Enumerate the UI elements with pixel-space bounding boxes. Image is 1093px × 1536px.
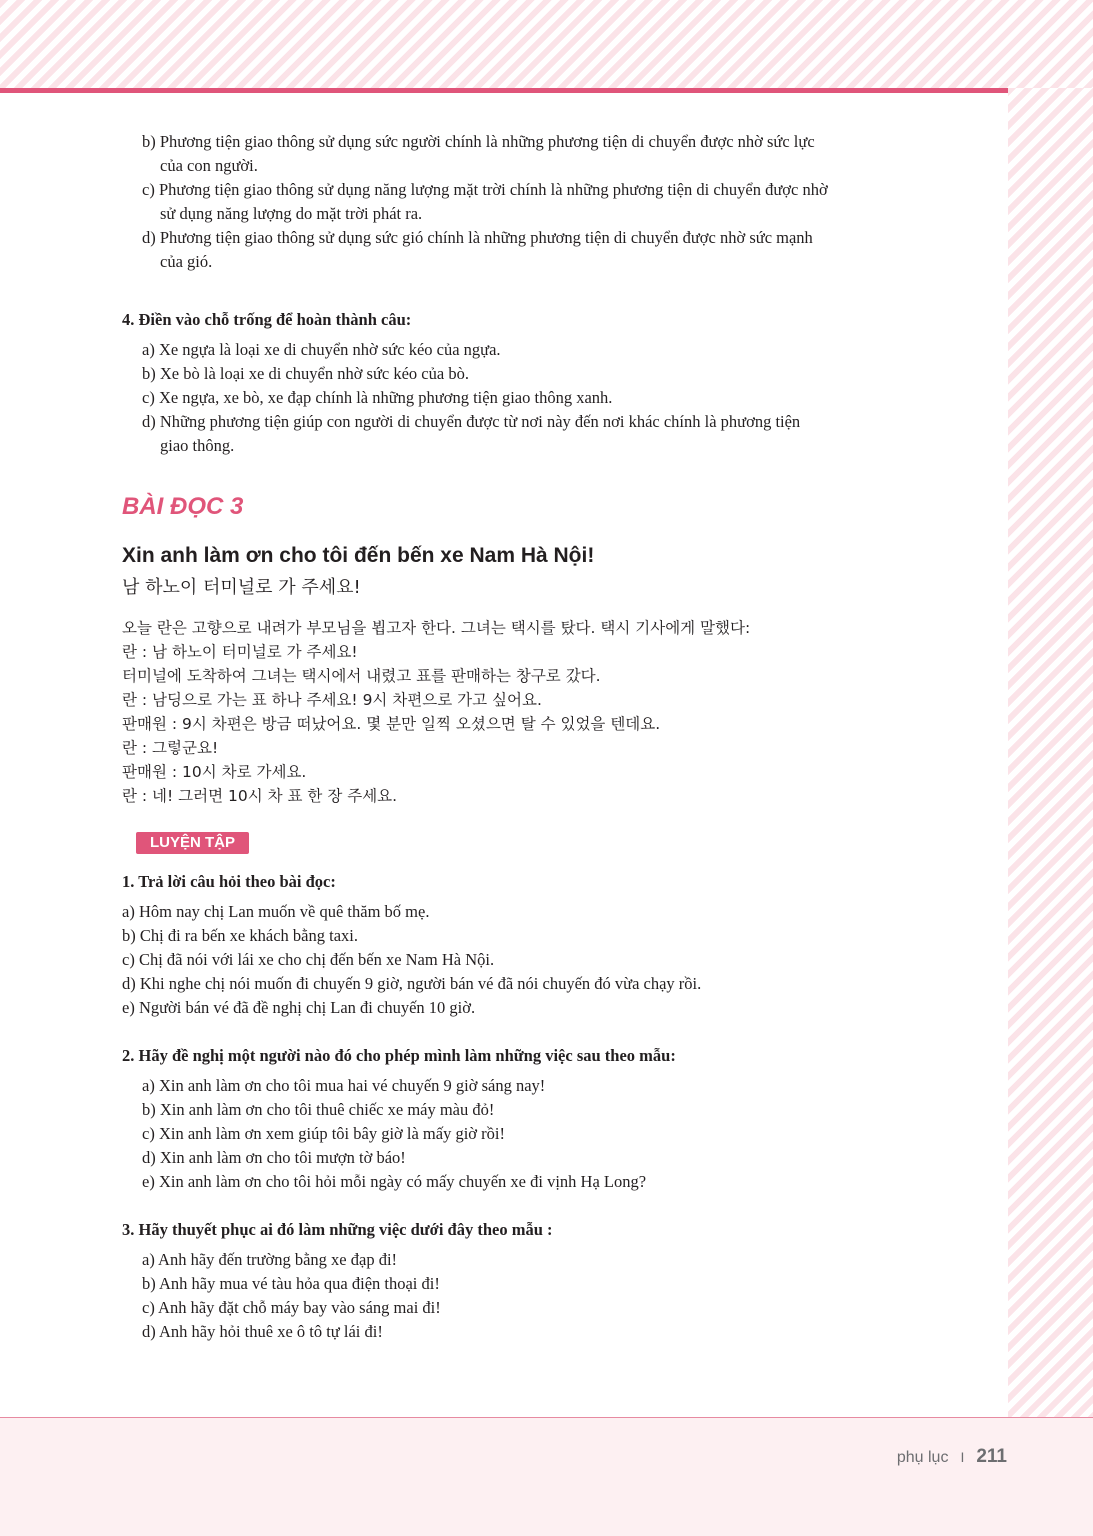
list-item: d) Phương tiện giao thông sử dụng sức gió chính là những phương tiện di chuyển được nhờ sức mạnh	[142, 228, 813, 247]
list-item-continuation: của gió.	[160, 252, 213, 271]
list-item: b) Xe bò là loại xe di chuyển nhờ sức kéo của bò.	[142, 364, 469, 383]
list-item: a) Xe ngựa là loại xe di chuyển nhờ sức kéo của ngựa.	[142, 340, 501, 359]
practice-exercise2-heading: 2. Hãy đề nghị một người nào đó cho phép mình làm những việc sau theo mẫu:	[122, 1046, 676, 1065]
list-item: b) Phương tiện giao thông sử dụng sức người chính là những phương tiện di chuyển được nhờ sức lực	[142, 132, 815, 151]
passage-line: 오늘 란은 고향으로 내려가 부모님을 뵙고자 한다. 그녀는 택시를 탔다. 택시 기사에게 말했다:	[122, 619, 751, 637]
list-item: d) Anh hãy hỏi thuê xe ô tô tự lái đi!	[142, 1322, 383, 1341]
page-number: 211	[976, 1446, 1007, 1467]
footer-band	[0, 1418, 1093, 1536]
bottom-rule	[0, 1417, 1093, 1418]
list-item: b) Chị đi ra bến xe khách bằng taxi.	[122, 926, 358, 945]
top-stripe-decoration	[0, 0, 1093, 88]
list-item: c) Xin anh làm ơn xem giúp tôi bây giờ là mấy giờ rồi!	[142, 1124, 505, 1143]
list-item: b) Xin anh làm ơn cho tôi thuê chiếc xe máy màu đỏ!	[142, 1100, 495, 1119]
page-footer	[897, 1446, 1007, 1468]
right-stripe-decoration	[1008, 88, 1093, 1418]
list-item: d) Những phương tiện giúp con người di chuyển được từ nơi này đến nơi khác chính là phương tiện	[142, 412, 801, 431]
list-item: c) Chị đã nói với lái xe cho chị đến bến xe Nam Hà Nội.	[122, 950, 495, 969]
practice-exercise2	[122, 1044, 942, 1194]
list-item: a) Anh hãy đến trường bằng xe đạp đi!	[142, 1250, 398, 1269]
practice-exercise3-heading: 3. Hãy thuyết phục ai đó làm những việc dưới đây theo mẫu :	[122, 1220, 553, 1239]
footer-separator: I	[960, 1449, 965, 1465]
exercise4-heading: 4. Điền vào chỗ trống để hoàn thành câu:	[122, 310, 412, 329]
section-title: BÀI ĐỌC 3	[122, 493, 244, 520]
list-item: e) Người bán vé đã đề nghị chị Lan đi chuyến 10 giờ.	[122, 998, 476, 1017]
list-item: d) Xin anh làm ơn cho tôi mượn tờ báo!	[142, 1148, 406, 1167]
passage-line: 판매원 : 9시 차편은 방금 떠났어요. 몇 분만 일찍 오셨으면 탈 수 있었을 텐데요.	[122, 715, 661, 733]
passage-line: 란 : 남 하노이 터미널로 가 주세요!	[122, 643, 358, 661]
exercise4	[122, 308, 942, 458]
passage-line: 란 : 그렇군요!	[122, 739, 219, 757]
list-item-continuation: sử dụng năng lượng do mặt trời phát ra.	[160, 204, 423, 223]
exercise3-tail	[122, 130, 942, 274]
list-item: a) Hôm nay chị Lan muốn về quê thăm bố mẹ.	[122, 902, 430, 921]
reading-title-ko: 남 하노이 터미널로 가 주세요!	[122, 577, 361, 598]
passage-line: 란 : 남딩으로 가는 표 하나 주세요! 9시 차편으로 가고 싶어요.	[122, 691, 542, 709]
reading-title-vi: Xin anh làm ơn cho tôi đến bến xe Nam Hà Nội!	[122, 544, 595, 567]
passage-line: 판매원 : 10시 차로 가세요.	[122, 763, 307, 781]
list-item: d) Khi nghe chị nói muốn đi chuyến 9 giờ, người bán vé đã nói chuyến đó vừa chạy rồi.	[122, 974, 702, 993]
practice-exercise1	[122, 870, 942, 1020]
list-item: c) Anh hãy đặt chỗ máy bay vào sáng mai đi!	[142, 1298, 441, 1317]
passage-line: 란 : 네! 그러면 10시 차 표 한 장 주세요.	[122, 787, 398, 805]
passage-line: 터미널에 도착하여 그녀는 택시에서 내렸고 표를 판매하는 창구로 갔다.	[122, 667, 601, 685]
footer-label: phụ lục	[896, 1449, 949, 1466]
list-item: a) Xin anh làm ơn cho tôi mua hai vé chuyến 9 giờ sáng nay!	[142, 1076, 546, 1095]
list-item: b) Anh hãy mua vé tàu hỏa qua điện thoại đi!	[142, 1274, 440, 1293]
practice-badge: LUYỆN TẬP	[136, 832, 249, 854]
reading-passage	[122, 616, 942, 808]
list-item-continuation: giao thông.	[160, 436, 235, 455]
list-item: c) Phương tiện giao thông sử dụng năng lượng mặt trời chính là những phương tiện di chuyển được nhờ	[142, 180, 828, 199]
list-item: c) Xe ngựa, xe bò, xe đạp chính là những phương tiện giao thông xanh.	[142, 388, 613, 407]
list-item: e) Xin anh làm ơn cho tôi hỏi mỗi ngày có mấy chuyến xe đi vịnh Hạ Long?	[142, 1172, 647, 1191]
practice-exercise1-heading: 1. Trả lời câu hỏi theo bài đọc:	[122, 872, 336, 891]
list-item-continuation: của con người.	[160, 156, 258, 175]
top-rule	[0, 88, 1008, 93]
page-content	[122, 130, 942, 1344]
practice-exercise3	[122, 1218, 942, 1344]
